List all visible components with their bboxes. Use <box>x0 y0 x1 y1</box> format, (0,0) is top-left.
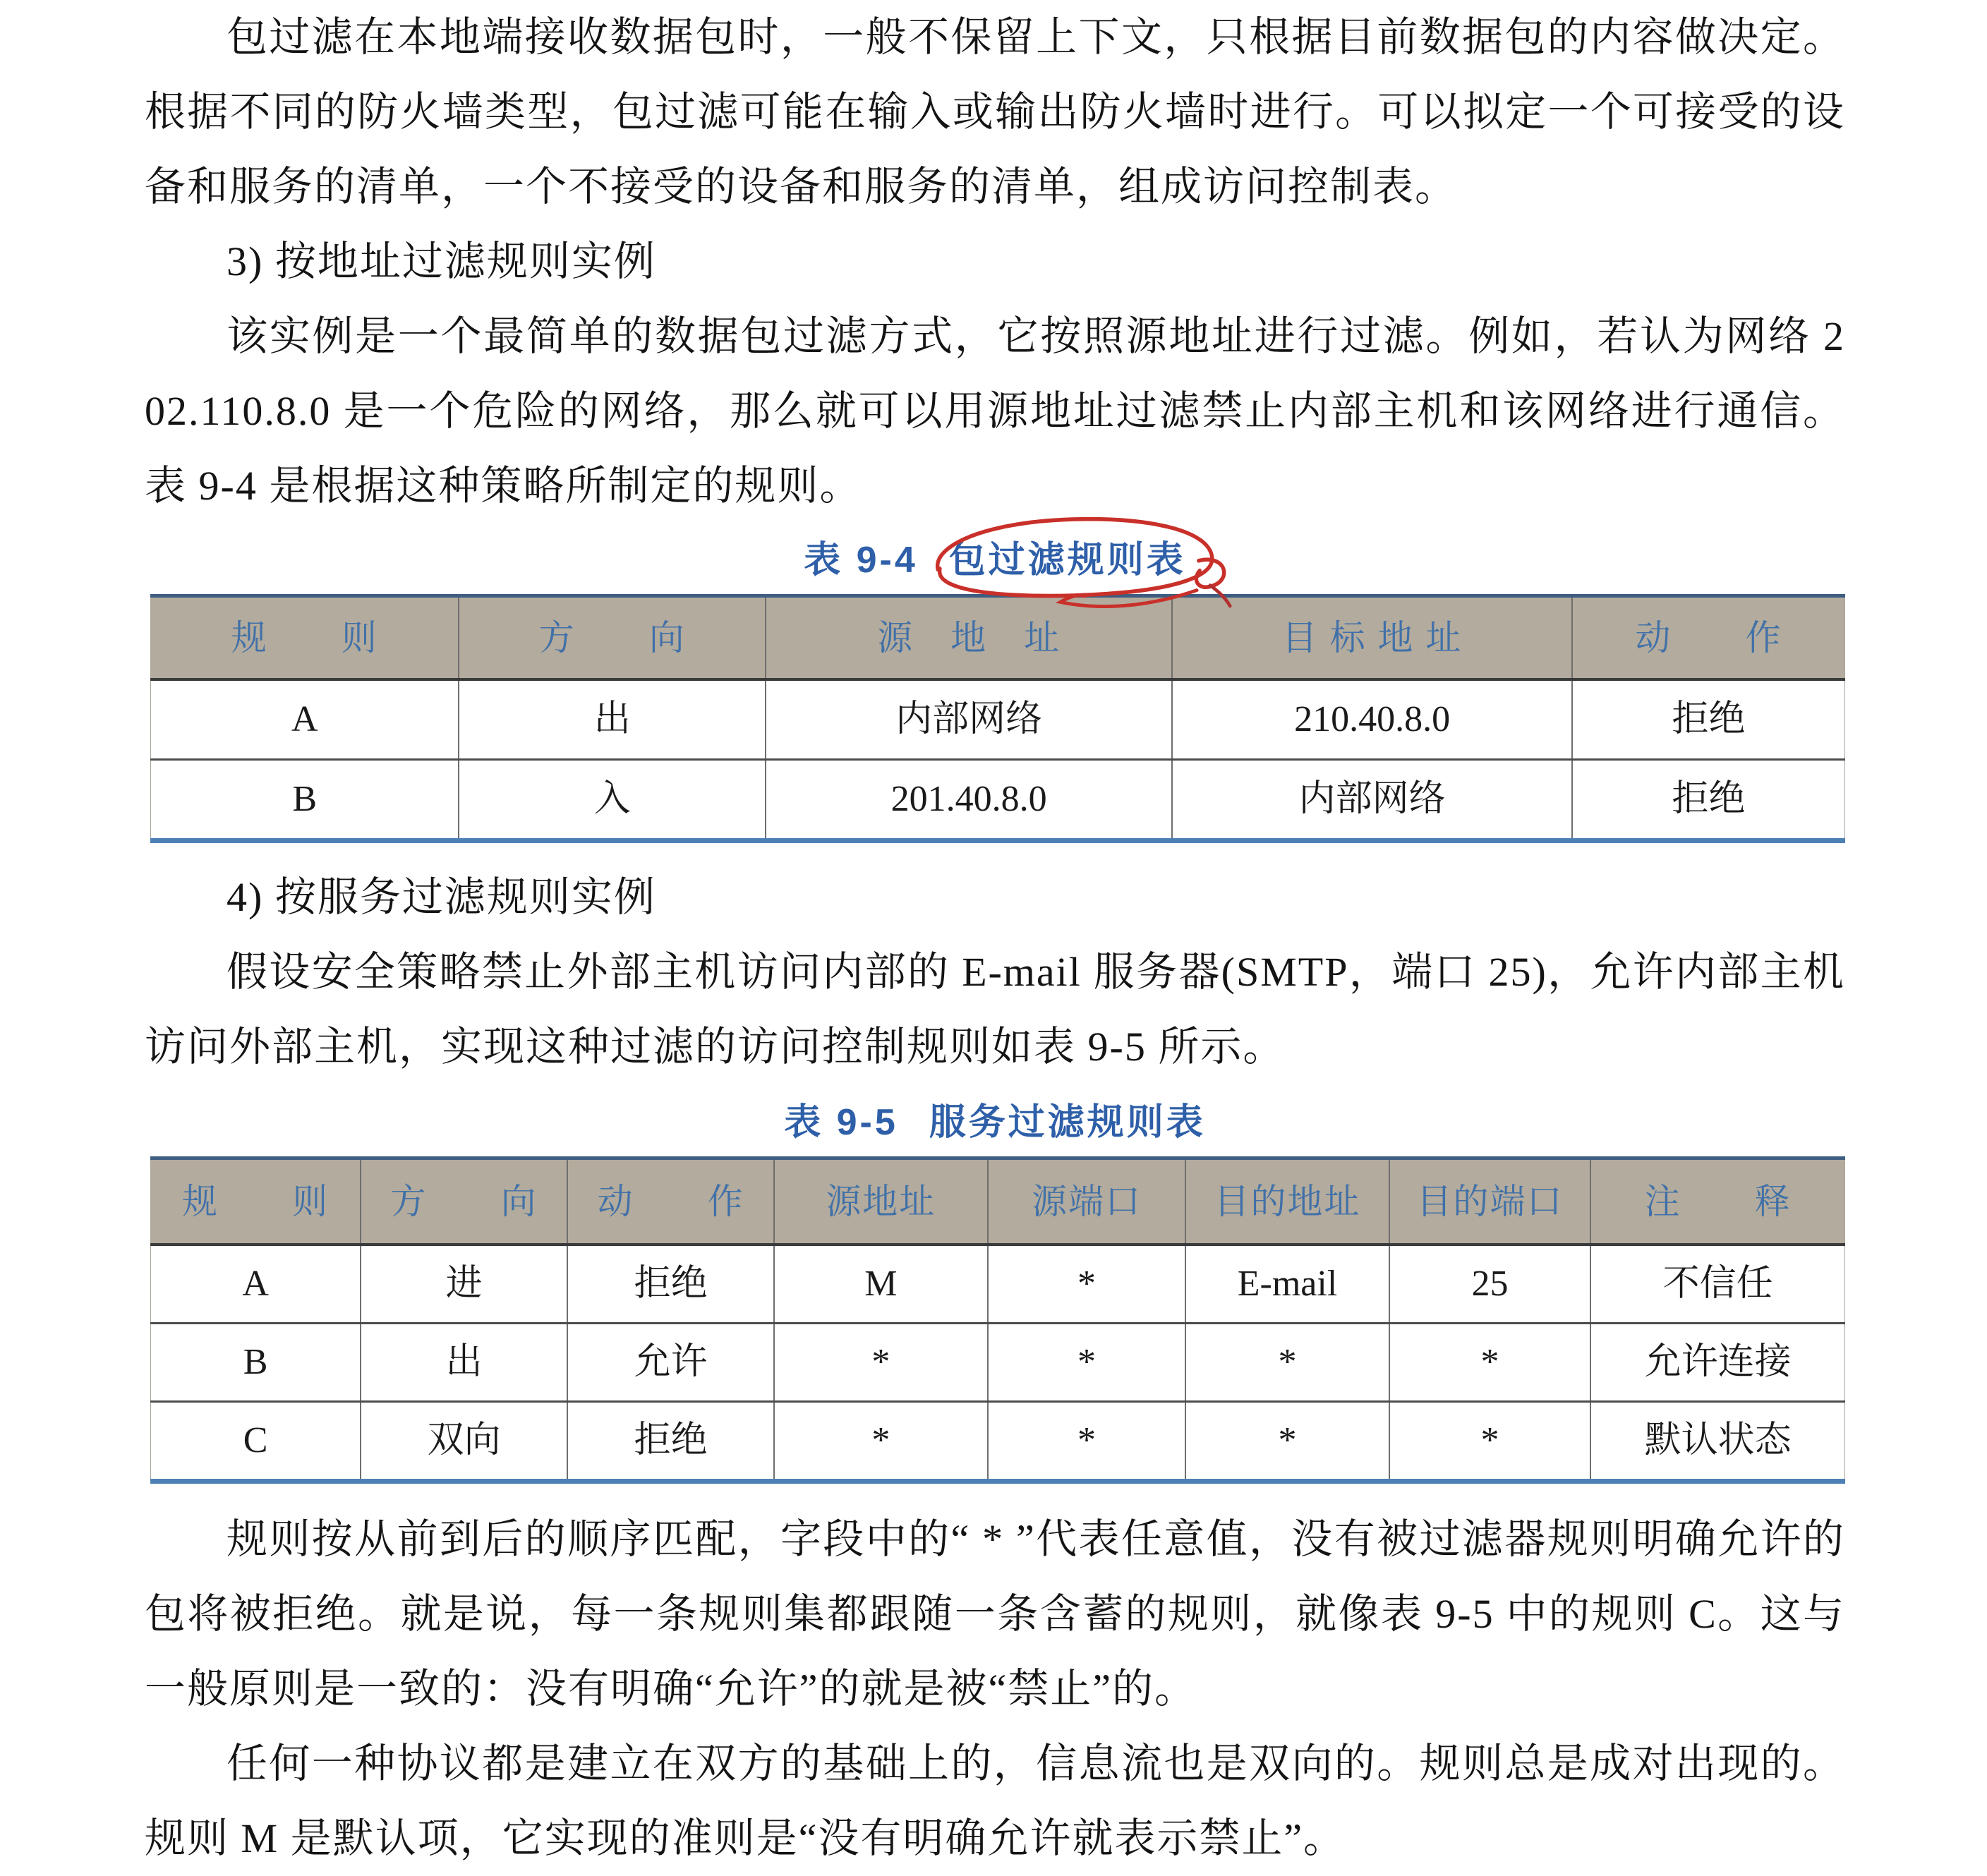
column-header-destination-port: 目的端口 <box>1389 1158 1591 1245</box>
table-9-5-caption-title: 服务过滤规则表 <box>929 1102 1206 1143</box>
paragraph-packet-filter-intro: 包过滤在本地端接收数据包时，一般不保留上下文，只根据目前数据包的内容做决定。根据不同的防火墙类型，包过滤可能在输入或输出防火墙时进行。可以拟定一个可接受的设备和服务的清单，一个不接受的设备和服务的清单，组成访问控制表。 <box>145 14 1845 210</box>
table-cell: 内部网络 <box>766 679 1172 760</box>
column-header-action: 动 作 <box>567 1158 774 1245</box>
table-cell: * <box>774 1402 988 1482</box>
paragraph-rule-matching: 规则按从前到后的顺序匹配，字段中的“ * ”代表任意值，没有被过滤器规则明确允许的包将被拒绝。就是说，每一条规则集都跟随一条含蓄的规则，就像表 9-5 中的规则 C。这与一般原则是一致的：没有明确“允许”的就是被“禁止”的。 <box>145 1516 1845 1712</box>
table-cell: 进 <box>361 1245 567 1324</box>
table-cell: 拒绝 <box>1572 760 1845 841</box>
table-9-5-caption-label: 表 9-5 <box>784 1102 898 1143</box>
table-cell: * <box>1185 1402 1389 1482</box>
table-9-4-caption-title-wrap <box>949 538 1186 583</box>
table-cell: 内部网络 <box>1172 760 1572 841</box>
table-cell: 双向 <box>361 1402 567 1482</box>
table-9-4-caption-label: 表 9-4 <box>804 540 918 581</box>
table-cell: * <box>774 1324 988 1402</box>
table-row-a <box>151 1245 1845 1324</box>
paragraph-address-filter-example: 该实例是一个最简单的数据包过滤方式，它按照源地址进行过滤。例如，若认为网络 202.110.8.0 是一个危险的网络，那么就可以用源地址过滤禁止内部主机和该网络进行通信。表 9-4 是根据这种策略所制定的规则。 <box>145 313 1845 509</box>
table-cell: 出 <box>459 679 766 760</box>
table-9-4-caption-title: 包过滤规则表 <box>948 540 1186 581</box>
table-cell: * <box>1389 1324 1591 1402</box>
table-cell: 拒绝 <box>1572 679 1845 760</box>
column-header-source-address: 源地址 <box>774 1158 988 1245</box>
table-cell: M <box>774 1245 988 1324</box>
table-cell: 允许连接 <box>1590 1324 1844 1402</box>
table-cell: 201.40.8.0 <box>766 760 1172 841</box>
table-cell: E-mail <box>1185 1245 1389 1324</box>
table-cell: * <box>1185 1324 1389 1402</box>
column-header-comment: 注 释 <box>1590 1158 1844 1245</box>
table-row-b <box>151 1324 1845 1402</box>
column-header-action: 动 作 <box>1572 596 1845 680</box>
table-cell: 拒绝 <box>567 1245 774 1324</box>
table-cell: * <box>1389 1402 1591 1482</box>
table-cell: * <box>988 1402 1186 1482</box>
column-header-source-port: 源端口 <box>988 1158 1186 1245</box>
column-header-rule: 规 则 <box>151 1158 361 1245</box>
table-cell: 默认状态 <box>1590 1402 1844 1482</box>
table-cell: B <box>151 1324 361 1402</box>
column-header-destination-address: 目 标 地 址 <box>1172 596 1572 680</box>
column-header-destination-address: 目的地址 <box>1185 1158 1389 1245</box>
paragraph-protocol-bidirectional: 任何一种协议都是建立在双方的基础上的，信息流也是双向的。规则总是成对出现的。规则 M 是默认项，它实现的准则是“没有明确允许就表示禁止”。 <box>145 1741 1845 1861</box>
table-cell: 210.40.8.0 <box>1172 679 1572 760</box>
table-row-a <box>151 679 1845 760</box>
table-cell: 入 <box>459 760 766 841</box>
heading-address-filter-example: 3) 按地址过滤规则实例 <box>227 238 656 284</box>
table-header-row <box>151 1158 1845 1245</box>
table-cell: * <box>988 1324 1186 1402</box>
column-header-rule: 规 则 <box>151 596 459 680</box>
table-cell: 25 <box>1389 1245 1591 1324</box>
table-cell: 出 <box>361 1324 567 1402</box>
table-row-c <box>151 1402 1845 1482</box>
table-cell: 不信任 <box>1590 1245 1844 1324</box>
table-cell: A <box>151 1245 361 1324</box>
heading-service-filter-example: 4) 按服务过滤规则实例 <box>227 874 656 920</box>
table-cell: 拒绝 <box>567 1402 774 1482</box>
table-cell: C <box>243 1420 268 1460</box>
table-cell: * <box>988 1245 1186 1324</box>
table-cell: B <box>292 779 318 819</box>
column-header-source-address: 源 地 址 <box>766 596 1172 680</box>
table-9-4-caption <box>145 538 1845 583</box>
table-cell: 允许 <box>567 1324 774 1402</box>
paragraph-service-filter-example: 假设安全策略禁止外部主机访问内部的 E-mail 服务器(SMTP，端口 25)，允许内部主机访问外部主机，实现这种过滤的访问控制规则如表 9-5 所示。 <box>145 949 1845 1070</box>
service-filter-rules-table <box>150 1156 1845 1484</box>
column-header-direction: 方 向 <box>459 596 766 680</box>
column-header-direction: 方 向 <box>361 1158 567 1245</box>
table-9-5-caption <box>145 1100 1845 1145</box>
table-header-row <box>151 596 1845 680</box>
table-cell: A <box>151 679 459 760</box>
packet-filter-rules-table <box>150 594 1845 843</box>
table-row-b <box>151 760 1845 841</box>
